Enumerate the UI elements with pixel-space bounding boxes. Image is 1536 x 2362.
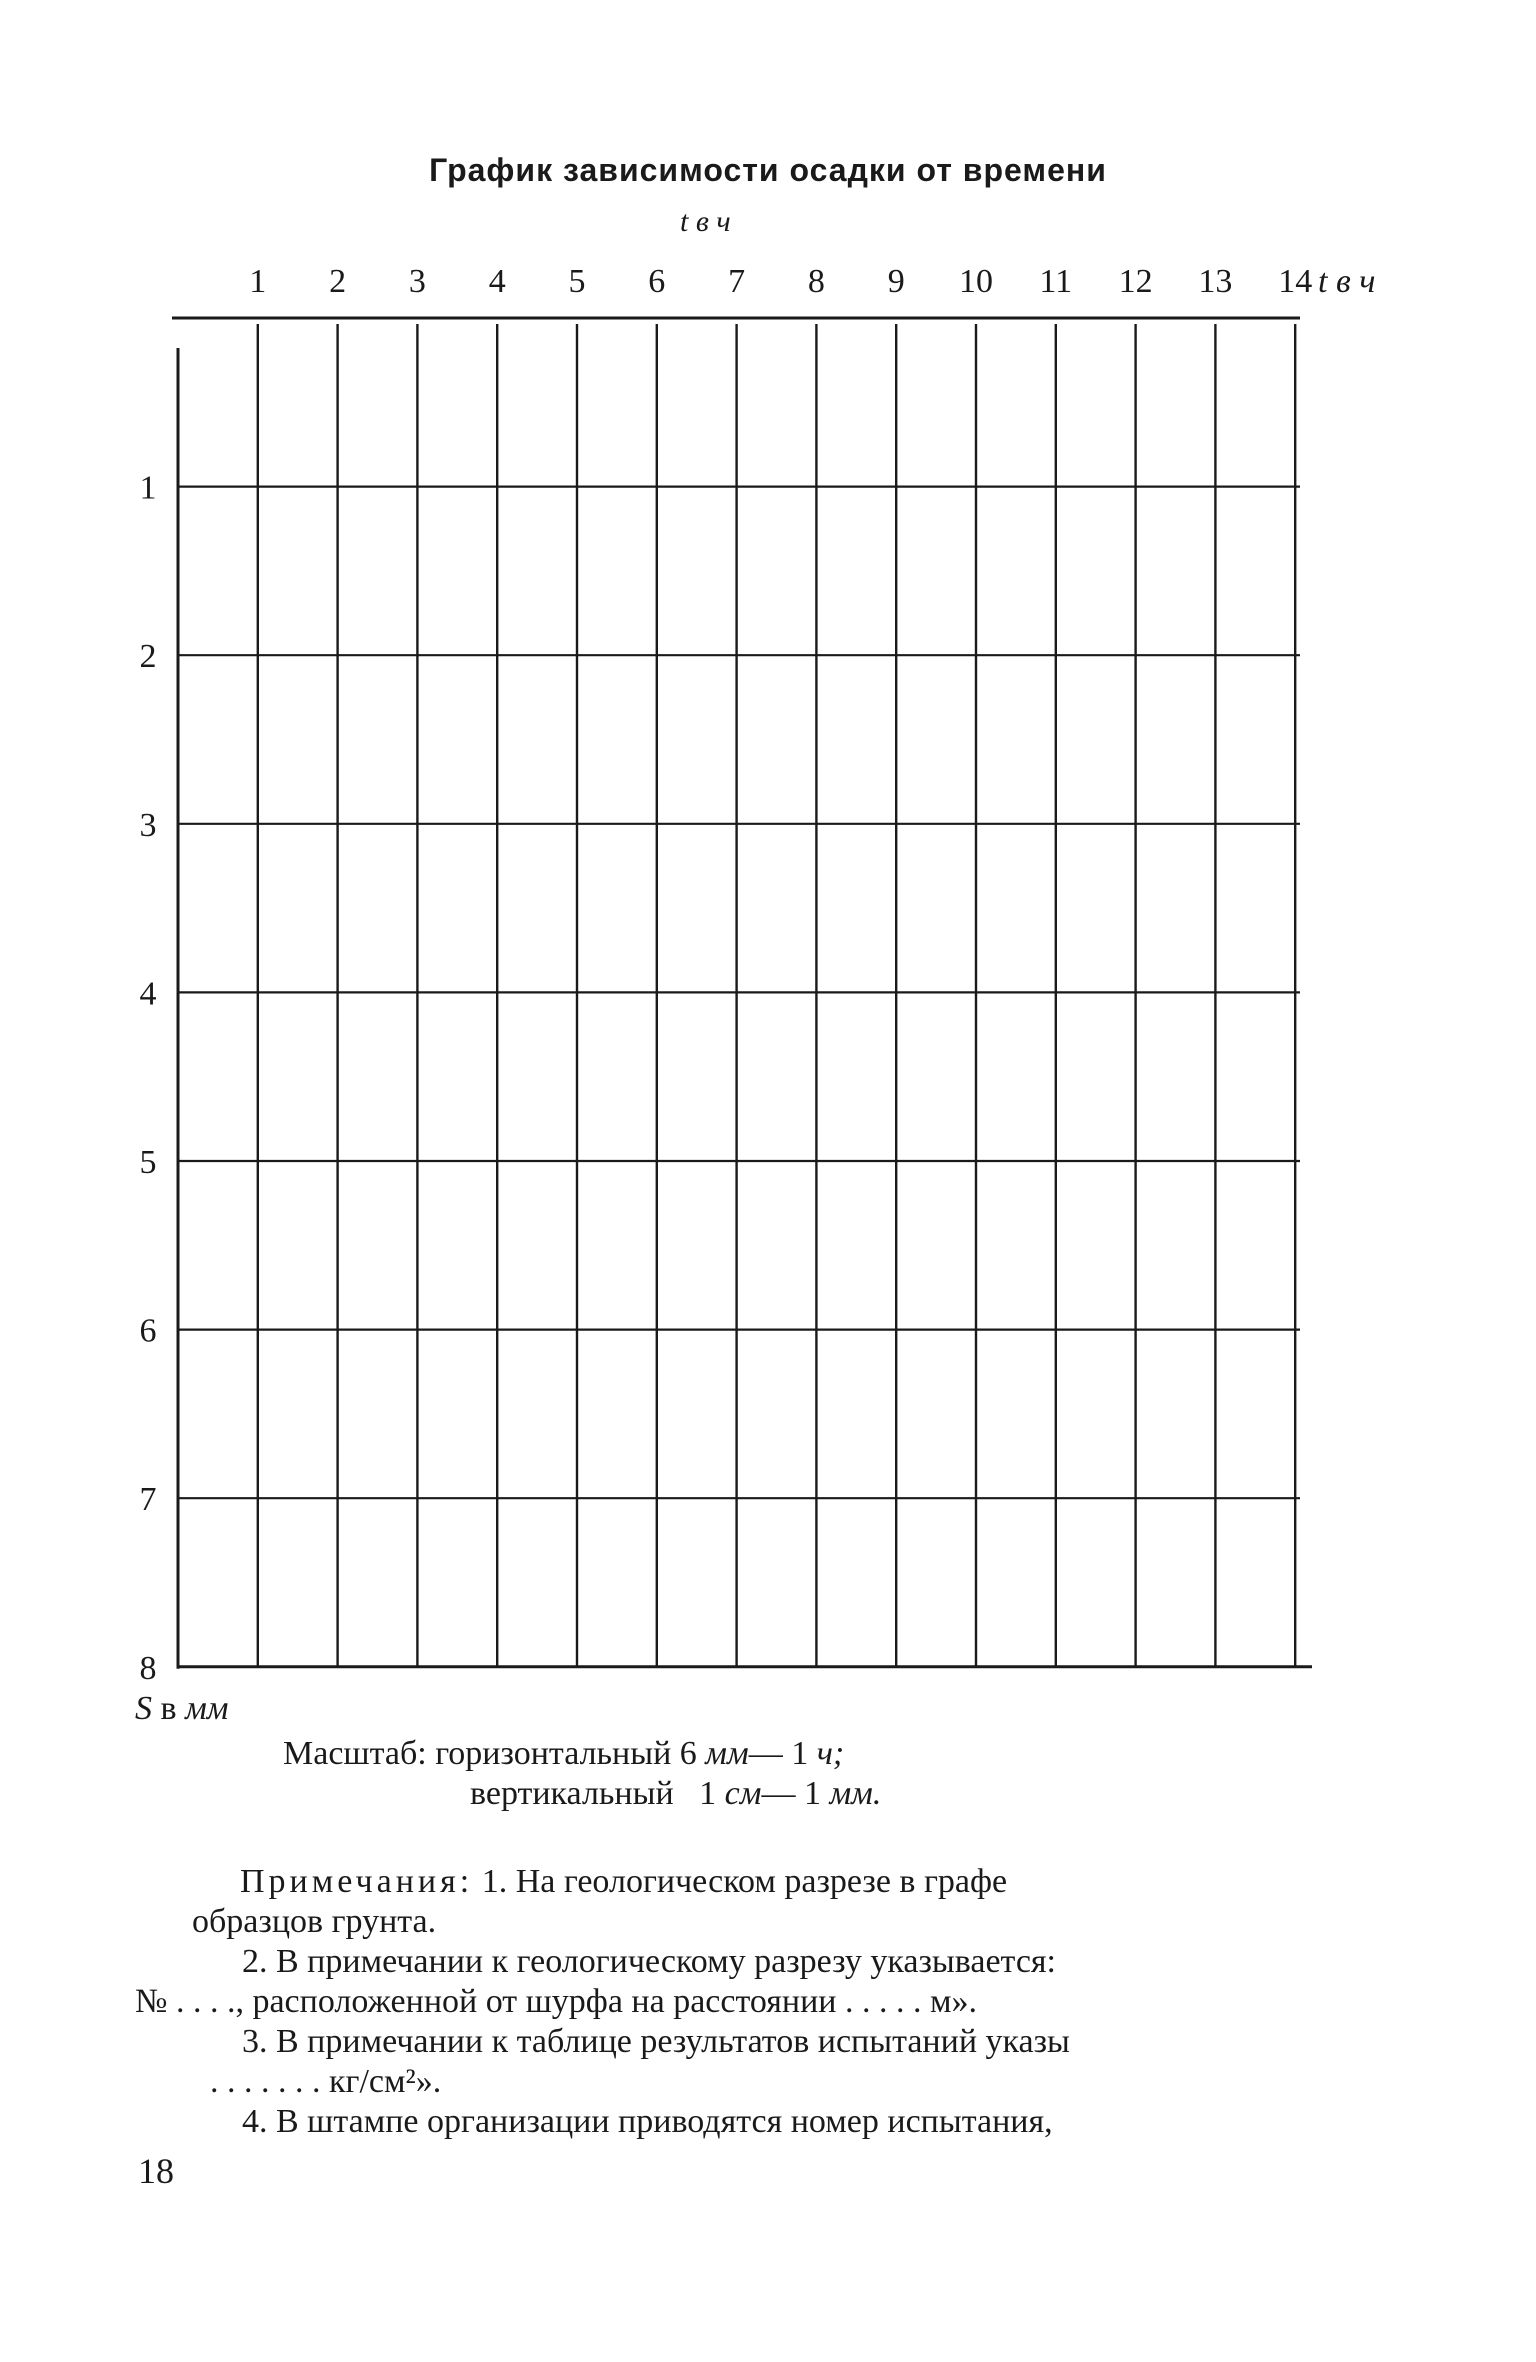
x-tick-label: 4 — [488, 263, 506, 300]
y-tick-label: 3 — [139, 806, 157, 844]
notes-line-6: . . . . . . . кг/см²». — [210, 2063, 442, 2100]
scale-horizontal-text: горизонтальный 6 — [435, 1735, 697, 1772]
notes-line-7: 4. В штампе организации приводятся номер испытания, — [242, 2103, 1053, 2140]
x-tick-label: 6 — [648, 263, 666, 300]
x-tick-label: 13 — [1198, 263, 1233, 300]
x-tick-label: 12 — [1118, 263, 1153, 300]
y-tick-label: 4 — [139, 975, 157, 1013]
y-tick-label: 8 — [139, 1649, 157, 1687]
notes-line-2: образцов грунта. — [192, 1903, 437, 1940]
y-tick-label: 6 — [139, 1312, 157, 1350]
scale-vertical-unit2: мм. — [829, 1775, 882, 1812]
y-tick-label: 5 — [139, 1144, 157, 1181]
x-tick-label: 1 — [249, 263, 267, 300]
x-axis-title: t в ч — [680, 205, 731, 238]
scale-horizontal-unit: мм — [705, 1735, 749, 1772]
y-axis-unit: мм — [185, 1690, 229, 1727]
scale-vertical-text: вертикальный 1 — [470, 1775, 717, 1812]
scale-vertical-unit: см — [724, 1775, 762, 1812]
notes-line-4: № . . . ., расположенной от шурфа на расстоянии . . . . . м». — [135, 1983, 977, 2020]
x-tick-label: 5 — [568, 263, 586, 300]
y-axis-unit-word: в — [160, 1690, 177, 1727]
y-tick-label: 7 — [139, 1481, 157, 1519]
scale-label: Масштаб: — [283, 1735, 427, 1772]
scale-horizontal-rest: — 1 — [748, 1735, 809, 1772]
notes-line-5: 3. В примечании к таблице результатов испытаний указы — [242, 2023, 1070, 2060]
x-axis-end-label: t в ч — [1318, 263, 1376, 300]
y-axis-symbol: S — [135, 1690, 152, 1727]
x-tick-label: 9 — [887, 263, 905, 300]
x-tick-label: 11 — [1039, 263, 1073, 300]
x-tick-label: 7 — [728, 263, 746, 300]
x-tick-label: 14 — [1278, 263, 1313, 300]
scale-vertical — [470, 1775, 881, 1813]
x-tick-label: 3 — [408, 263, 426, 300]
y-axis-title — [135, 1690, 228, 1728]
x-tick-label: 10 — [959, 263, 993, 300]
scale-vertical-rest: — 1 — [761, 1775, 821, 1812]
y-tick-label: 1 — [139, 469, 157, 507]
notes-line-1 — [240, 1862, 1380, 1902]
page-number: 18 — [138, 2151, 174, 2191]
notes-line1-text: 1. На геологическом разрезе в графе — [473, 1863, 1008, 1900]
x-tick-label: 2 — [329, 263, 347, 300]
scale-horizontal-unit2: ч; — [816, 1735, 845, 1772]
x-tick-label: 8 — [807, 263, 825, 300]
scale-horizontal — [283, 1735, 844, 1773]
chart-title: График зависимости осадки от времени — [429, 152, 1107, 188]
y-tick-label: 2 — [139, 638, 157, 676]
notes-heading: Примечания: — [240, 1863, 474, 1900]
notes-line-3: 2. В примечании к геологическому разрезу указывается: — [242, 1943, 1057, 1980]
